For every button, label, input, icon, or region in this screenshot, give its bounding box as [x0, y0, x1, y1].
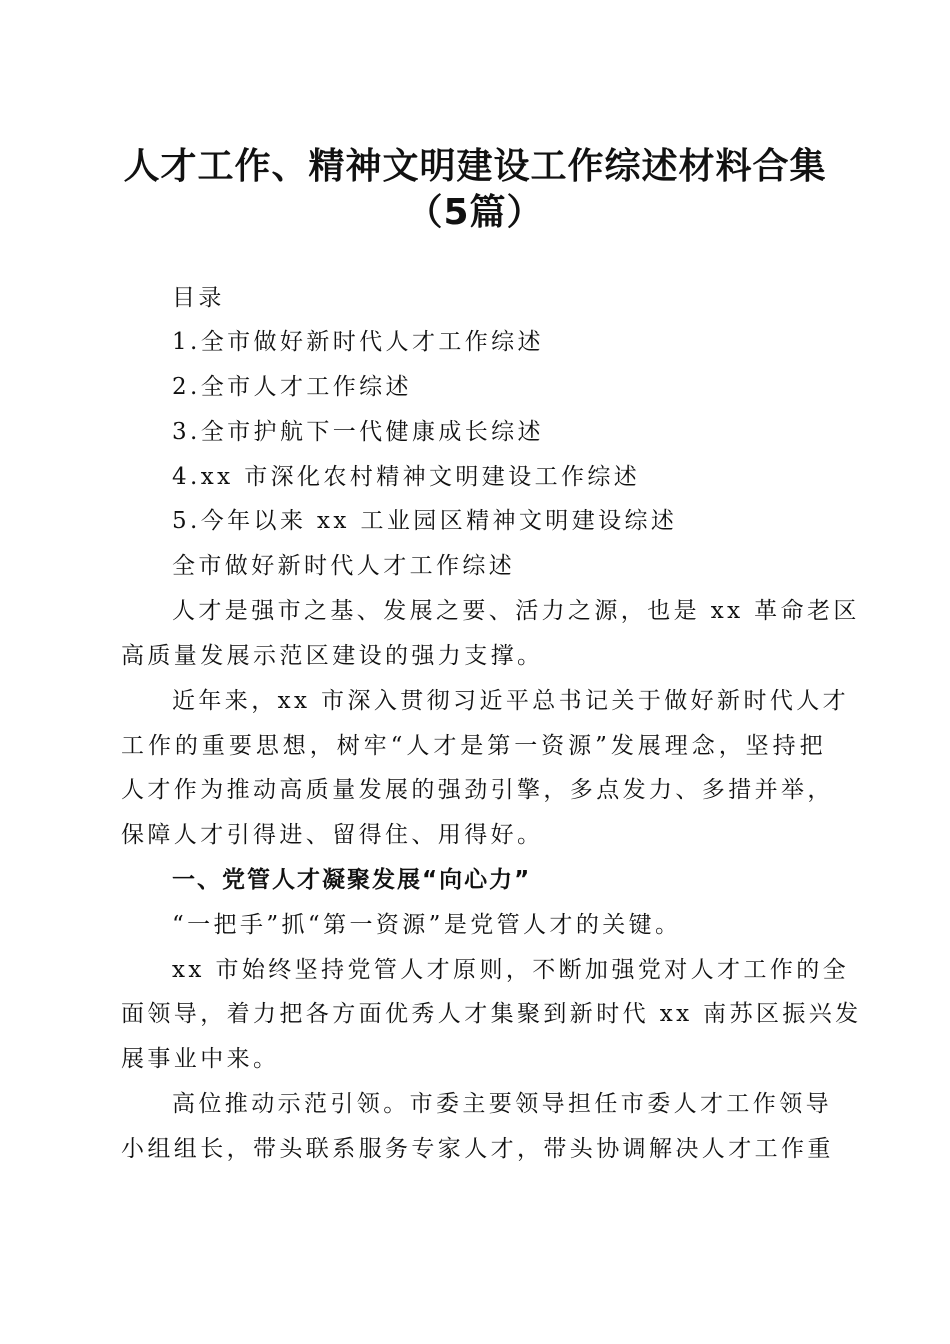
paragraph-line: 高质量发展示范区建设的强力支撑。: [121, 643, 544, 669]
toc-item: 1.全市做好新时代人才工作综述: [172, 329, 544, 355]
section-heading: 一、党管人才凝聚发展“向心力”: [172, 867, 532, 893]
toc-item: 4.xx 市深化农村精神文明建设工作综述: [172, 464, 641, 490]
paragraph-line: 人才作为推动高质量发展的强劲引擎，多点发力、多措并举，: [121, 777, 834, 803]
paragraph-line: 面领导，着力把各方面优秀人才集聚到新时代 xx 南苏区振兴发: [121, 1001, 862, 1027]
paragraph-line: 小组组长，带头联系服务专家人才，带头协调解决人才工作重: [121, 1136, 834, 1162]
document-title: 人才工作、精神文明建设工作综述材料合集: [123, 146, 827, 187]
document-title-count: （5篇）: [406, 192, 544, 233]
paragraph-line: 人才是强市之基、发展之要、活力之源，也是 xx 革命老区: [172, 598, 860, 624]
paragraph-line: 高位推动示范引领。市委主要领导担任市委人才工作领导: [172, 1091, 832, 1117]
toc-item: 3.全市护航下一代健康成长综述: [172, 419, 544, 445]
paragraph-line: 近年来，xx 市深入贯彻习近平总书记关于做好新时代人才: [172, 688, 850, 714]
toc-heading: 目录: [172, 285, 225, 311]
article-title: 全市做好新时代人才工作综述: [172, 553, 516, 579]
paragraph-line: 工作的重要思想，树牢“人才是第一资源”发展理念，坚持把: [121, 733, 826, 759]
toc-item: 5.今年以来 xx 工业园区精神文明建设综述: [172, 508, 678, 534]
toc-item: 2.全市人才工作综述: [172, 374, 412, 400]
paragraph-line: “一把手”抓“第一资源”是党管人才的关键。: [172, 912, 682, 938]
paragraph-line: 保障人才引得进、留得住、用得好。: [121, 822, 544, 848]
paragraph-line: 展事业中来。: [121, 1046, 280, 1072]
paragraph-line: xx 市始终坚持党管人才原则，不断加强党对人才工作的全: [172, 957, 850, 983]
